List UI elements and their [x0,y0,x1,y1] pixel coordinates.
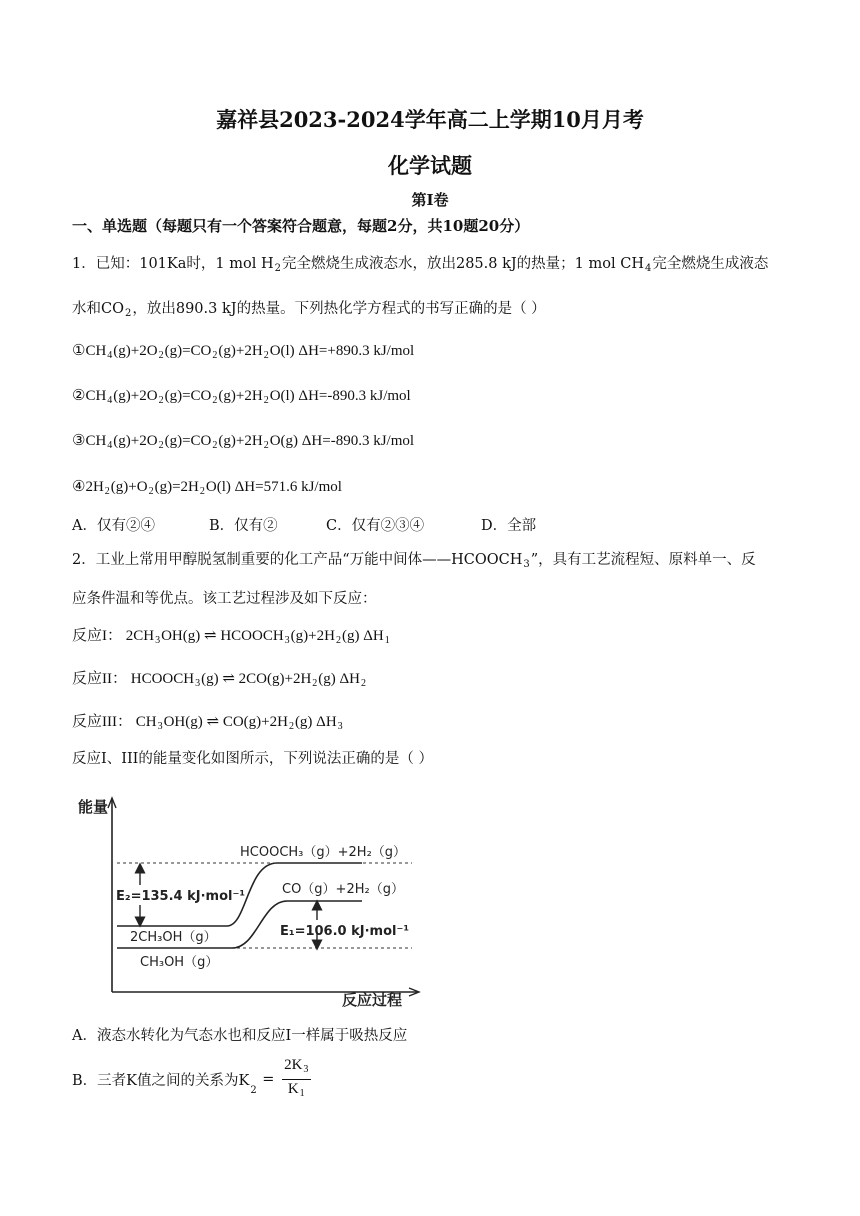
volume-label: 第I卷 [411,191,449,209]
q1-stem-line2: 水和$CO_2$，放出890.3 kJ的热量。下列热化学方程式的书写正确的是（ ） [72,301,546,319]
q1-option-a[interactable]: A．仅有②④ [72,518,155,534]
lower-product-label: CO（g）+2H₂（g） [282,882,404,897]
e2-label: E₂=135.4 kJ·mol⁻¹ [116,889,246,904]
q2-reaction-1: 反应I： $2CH_3OH(g)$ ⇌ $HCOOCH_3(g)+2H_2(g)$ $\Delta H_1$ [72,628,390,646]
reactant-3-label: CH₃OH（g） [140,955,219,970]
q1-equation-1: $①CH_4(g)+2O_2(g)=CO_2(g)+2H_2O(l)$ ΔH=+890.3 kJ/mol [72,343,415,361]
e1-label: E₁=106.0 kJ·mol⁻¹ [280,924,410,939]
upper-product-label: HCOOCH₃（g）+2H₂（g） [240,845,407,860]
q1-option-c[interactable]: C．仅有②③④ [326,518,425,534]
q2-reaction-2: 反应II： $HCOOCH_3(g)$ ⇌ $2CO(g)+2H_2(g)$ $\Delta H_2$ [72,671,366,689]
q2-stem-line1: 2．工业上常用甲醇脱氢制重要的化工产品“万能中间体$——HCOOCH_3$”，具有工艺流程短、原料单一、反 [72,552,756,570]
q1-equation-4: $④2H_2(g)+O_2(g)=2H_2O(l)$ ΔH=571.6 kJ/mol [72,479,342,497]
x-axis-label: 反应过程 [342,991,403,1009]
q1-option-b[interactable]: B．仅有② [209,518,278,534]
q2-option-a[interactable]: A．液态水转化为气态水也和反应I一样属于吸热反应 [72,1028,408,1044]
q2-question: 反应I、III的能量变化如图所示，下列说法正确的是（ ） [72,751,434,767]
q1-equation-3: $③CH_4(g)+2O_2(g)=CO_2(g)+2H_2O(g)$ ΔH=-890.3 kJ/mol [72,433,415,451]
q1-stem-line1: 1．已知：101Ka时，1 mol $H_2$完全燃烧生成液态水，放出285.8 kJ的热量；1 mol $CH_4$完全燃烧生成液态 [72,256,769,274]
q1-option-d[interactable]: D．全部 [481,518,537,534]
section-heading: 一、单选题（每题只有一个答案符合题意，每题2分，共10题20分） [72,217,530,235]
fraction-k3-over-k1: $\frac{2K_3}{K_1}$ [282,1056,311,1103]
q1-equation-2: $②CH_4(g)+2O_2(g)=CO_2(g)+2H_2O(l)$ ΔH=-890.3 kJ/mol [72,388,411,406]
y-axis-label: 能量 [78,798,109,816]
q2-stem-line2: 应条件温和等优点。该工艺过程涉及如下反应： [72,591,377,607]
energy-diagram [72,780,442,1012]
q2-option-b[interactable]: B．三者K值之间的关系为$K_2$ = $\frac{2K_3}{K_1}$ [72,1056,311,1103]
exam-subtitle: 化学试题 [388,153,472,178]
reactant-1-label: 2CH₃OH（g） [130,930,217,945]
exam-title: 嘉祥县2023-2024学年高二上学期10月月考 [216,107,644,132]
q2-reaction-3: 反应III： $CH_3OH(g)$ ⇌ $CO(g)+2H_2(g)$ $\Delta H_3$ [72,714,343,732]
